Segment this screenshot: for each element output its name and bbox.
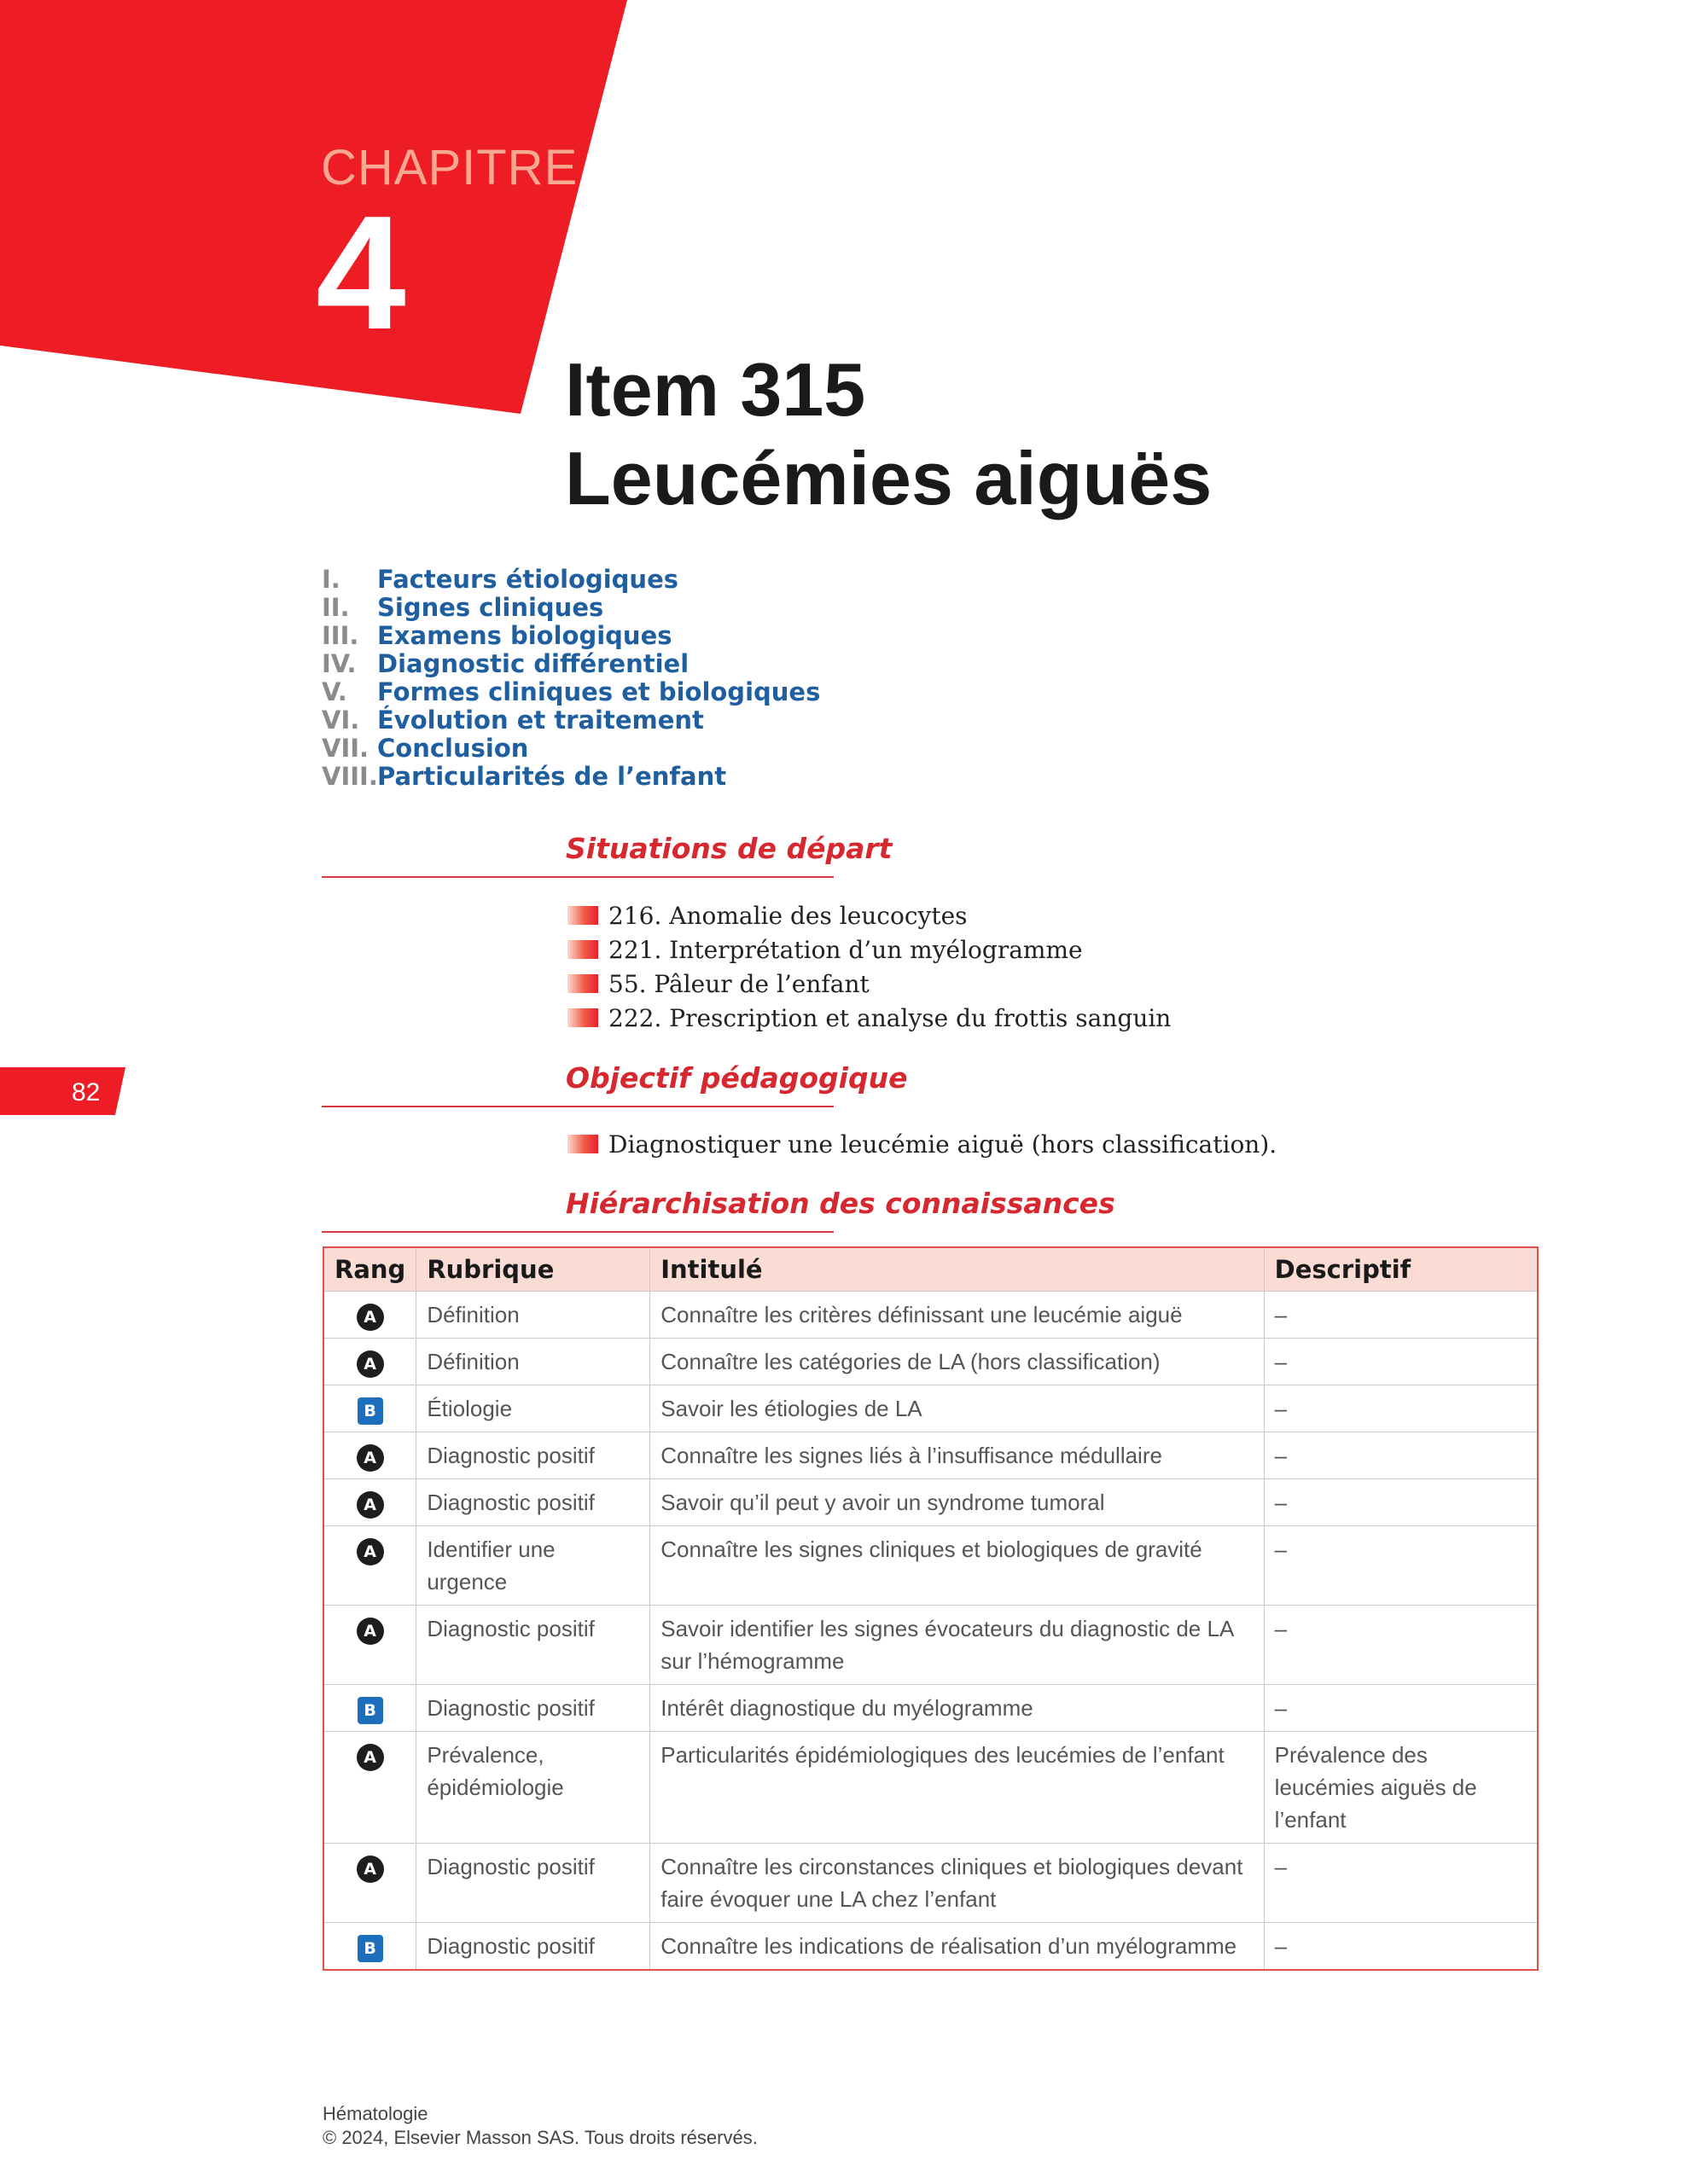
table-row — [323, 1292, 1538, 1339]
intitule-cell: Connaître les signes liés à l’insuffisance médullaire — [650, 1432, 1264, 1479]
rubrique-cell: Définition — [416, 1339, 650, 1385]
situations-heading: Situations de départ — [566, 832, 893, 865]
toc-link[interactable]: Signes cliniques — [377, 592, 604, 622]
list-item — [567, 898, 1171, 932]
toc-item[interactable] — [322, 734, 820, 762]
intitule-cell: Connaître les critères définissant une leucémie aiguë — [650, 1292, 1264, 1339]
rank-a-badge: A — [357, 1856, 384, 1883]
situations-list — [567, 898, 1171, 1035]
knowledge-table — [323, 1246, 1539, 1971]
descriptif-cell: – — [1264, 1526, 1538, 1606]
toc-link[interactable]: Diagnostic différentiel — [377, 648, 689, 678]
rank-a-badge: A — [357, 1444, 384, 1472]
toc-number: I. — [322, 564, 340, 594]
toc-link[interactable]: Examens biologiques — [377, 620, 672, 650]
footer-book-title: Hématologie — [323, 2103, 428, 2124]
toc-item[interactable] — [322, 565, 820, 593]
page-title — [565, 346, 1212, 523]
rubrique-cell: Diagnostic positif — [416, 1479, 650, 1526]
table-of-contents — [322, 565, 820, 790]
toc-item[interactable] — [322, 593, 820, 621]
descriptif-cell: – — [1264, 1844, 1538, 1923]
list-item — [567, 1001, 1171, 1035]
list-item — [567, 932, 1171, 967]
toc-item[interactable] — [322, 677, 820, 706]
list-item-text: 216. Anomalie des leucocytes — [608, 901, 968, 930]
intitule-cell: Connaître les catégories de LA (hors classification) — [650, 1339, 1264, 1385]
toc-link[interactable]: Évolution et traitement — [377, 705, 704, 735]
rang-cell — [323, 1432, 416, 1479]
toc-item[interactable] — [322, 706, 820, 734]
page-tab-shape — [0, 1067, 125, 1115]
toc-link[interactable]: Formes cliniques et biologiques — [377, 677, 821, 706]
toc-number: II. — [322, 592, 350, 622]
footer-copyright: © 2024, Elsevier Masson SAS. Tous droits réservés. — [323, 2127, 758, 2148]
table-row — [323, 1923, 1538, 1971]
hierarchy-heading: Hiérarchisation des connaissances — [566, 1187, 1115, 1220]
intitule-cell: Connaître les circonstances cliniques et biologiques devant faire évoquer une LA chez l’enfant — [650, 1844, 1264, 1923]
rang-cell — [323, 1923, 416, 1971]
descriptif-cell: – — [1264, 1685, 1538, 1732]
toc-number: V. — [322, 677, 347, 706]
title-item-number: Item 315 — [565, 347, 866, 432]
rank-a-badge: A — [357, 1744, 384, 1771]
list-item-text: Diagnostiquer une leucémie aiguë (hors classification). — [608, 1130, 1277, 1159]
table-row — [323, 1385, 1538, 1432]
column-header-rubrique: Rubrique — [416, 1247, 650, 1292]
rank-b-badge: B — [358, 1697, 383, 1724]
rank-a-badge: A — [357, 1304, 384, 1331]
table-row — [323, 1432, 1538, 1479]
bullet-square-icon — [567, 940, 598, 959]
descriptif-cell: Prévalence des leucémies aiguës de l’enfant — [1264, 1732, 1538, 1844]
rang-cell — [323, 1526, 416, 1606]
toc-number: VIII. — [322, 761, 378, 791]
rang-cell — [323, 1685, 416, 1732]
toc-link[interactable]: Facteurs étiologiques — [377, 564, 678, 594]
chapter-label: CHAPITRE — [321, 140, 579, 195]
page-number: 82 — [72, 1078, 101, 1107]
rubrique-cell: Diagnostic positif — [416, 1685, 650, 1732]
toc-item[interactable] — [322, 649, 820, 677]
list-item — [567, 1127, 1277, 1161]
rang-cell — [323, 1479, 416, 1526]
intitule-cell: Connaître les indications de réalisation d’un myélogramme — [650, 1923, 1264, 1971]
intitule-cell: Savoir qu’il peut y avoir un syndrome tumoral — [650, 1479, 1264, 1526]
table-header-row — [323, 1247, 1538, 1292]
intitule-cell: Particularités épidémiologiques des leucémies de l’enfant — [650, 1732, 1264, 1844]
rang-cell — [323, 1606, 416, 1685]
rank-a-badge: A — [357, 1538, 384, 1565]
rank-b-badge: B — [358, 1935, 383, 1962]
chapter-number: 4 — [316, 183, 406, 363]
rubrique-cell: Diagnostic positif — [416, 1606, 650, 1685]
title-subject: Leucémies aiguës — [565, 436, 1213, 520]
list-item-text: 222. Prescription et analyse du frottis sanguin — [608, 1003, 1172, 1032]
descriptif-cell: – — [1264, 1606, 1538, 1685]
page-number-tab — [0, 1067, 125, 1115]
rang-cell — [323, 1339, 416, 1385]
rubrique-cell: Diagnostic positif — [416, 1844, 650, 1923]
rubrique-cell: Diagnostic positif — [416, 1432, 650, 1479]
list-item-text: 221. Interprétation d’un myélogramme — [608, 935, 1083, 964]
toc-number: III. — [322, 620, 359, 650]
rubrique-cell: Prévalence, épidémiologie — [416, 1732, 650, 1844]
toc-item[interactable] — [322, 621, 820, 649]
objectif-list — [567, 1127, 1277, 1161]
table-row — [323, 1606, 1538, 1685]
rank-a-badge: A — [357, 1618, 384, 1645]
bullet-square-icon — [567, 974, 598, 993]
toc-item[interactable] — [322, 762, 820, 790]
rank-a-badge: A — [357, 1491, 384, 1519]
toc-link[interactable]: Particularités de l’enfant — [377, 761, 727, 791]
situations-heading-rule — [322, 832, 893, 878]
descriptif-cell: – — [1264, 1923, 1538, 1971]
column-header-intitule: Intitulé — [650, 1247, 1264, 1292]
objectif-heading: Objectif pédagogique — [566, 1061, 908, 1095]
list-item-text: 55. Pâleur de l’enfant — [608, 969, 870, 998]
bullet-square-icon — [567, 906, 598, 925]
descriptif-cell: – — [1264, 1292, 1538, 1339]
rank-a-badge: A — [357, 1350, 384, 1378]
rubrique-cell: Définition — [416, 1292, 650, 1339]
intitule-cell: Intérêt diagnostique du myélogramme — [650, 1685, 1264, 1732]
list-item — [567, 967, 1171, 1001]
bullet-square-icon — [567, 1135, 598, 1153]
toc-number: VII. — [322, 733, 369, 763]
intitule-cell: Connaître les signes cliniques et biologiques de gravité — [650, 1526, 1264, 1606]
intitule-cell: Savoir identifier les signes évocateurs du diagnostic de LA sur l’hémogramme — [650, 1606, 1264, 1685]
hierarchy-heading-rule — [322, 1187, 1115, 1233]
column-header-rang: Rang — [323, 1247, 416, 1292]
rang-cell — [323, 1385, 416, 1432]
table-row — [323, 1732, 1538, 1844]
table-row — [323, 1685, 1538, 1732]
rubrique-cell: Étiologie — [416, 1385, 650, 1432]
toc-number: VI. — [322, 705, 360, 735]
toc-link[interactable]: Conclusion — [377, 733, 529, 763]
bullet-square-icon — [567, 1008, 598, 1027]
descriptif-cell: – — [1264, 1385, 1538, 1432]
table-row — [323, 1844, 1538, 1923]
descriptif-cell: – — [1264, 1479, 1538, 1526]
descriptif-cell: – — [1264, 1432, 1538, 1479]
rank-b-badge: B — [358, 1397, 383, 1425]
rang-cell — [323, 1732, 416, 1844]
table-row — [323, 1339, 1538, 1385]
rang-cell — [323, 1292, 416, 1339]
table-row — [323, 1526, 1538, 1606]
rubrique-cell: Identifier une urgence — [416, 1526, 650, 1606]
intitule-cell: Savoir les étiologies de LA — [650, 1385, 1264, 1432]
objectif-heading-rule — [322, 1061, 908, 1107]
rubrique-cell: Diagnostic positif — [416, 1923, 650, 1971]
column-header-descriptif: Descriptif — [1264, 1247, 1538, 1292]
page-footer — [323, 2102, 758, 2150]
toc-number: IV. — [322, 648, 357, 678]
rang-cell — [323, 1844, 416, 1923]
table-row — [323, 1479, 1538, 1526]
descriptif-cell: – — [1264, 1339, 1538, 1385]
